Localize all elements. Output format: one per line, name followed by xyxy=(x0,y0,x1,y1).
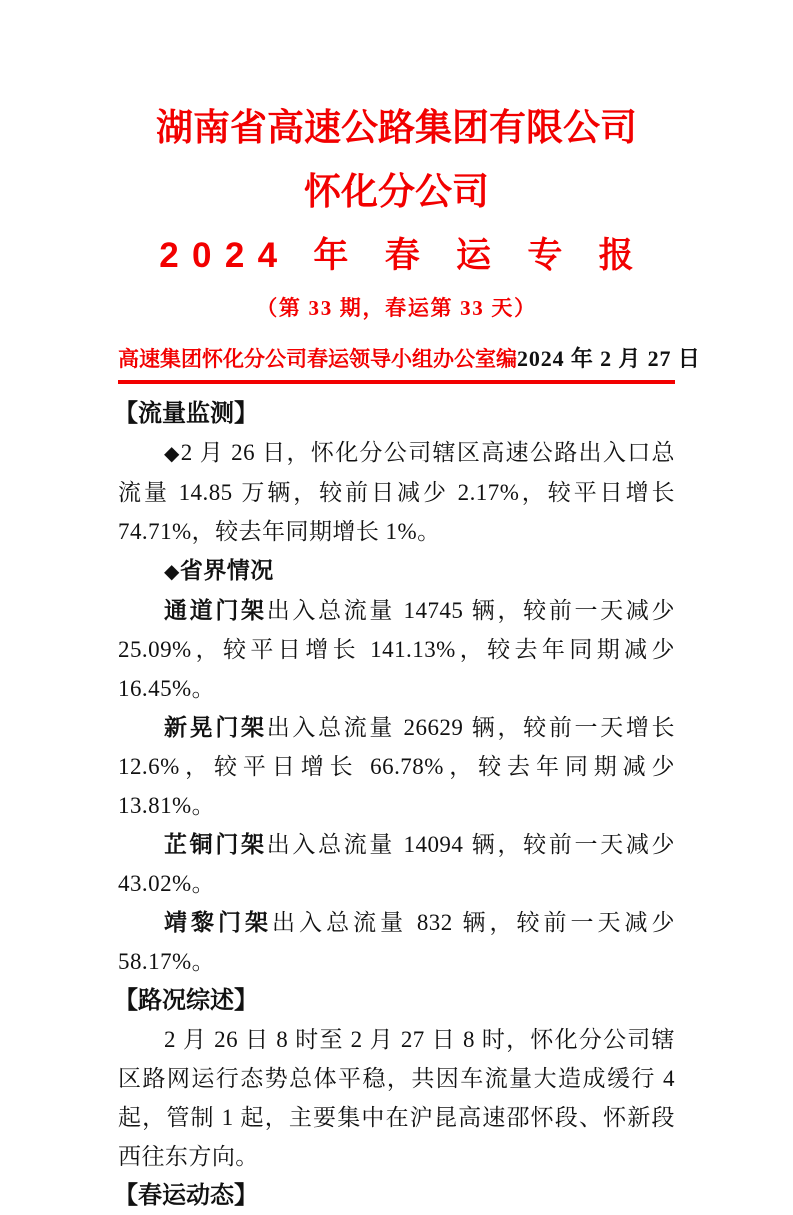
doc-subtitle: （第 33 期，春运第 33 天） xyxy=(256,296,537,320)
issuer-text: 高速集团怀化分公司春运领导小组办公室编 xyxy=(118,348,517,371)
section-heading-traffic-monitor: 【流量监测】 xyxy=(114,400,258,427)
doc-title-line-1: 湖南省高速公路集团有限公司 xyxy=(156,107,637,148)
doc-title-line-2: 怀化分公司 xyxy=(304,171,489,212)
diamond-bullet-icon: ◆ xyxy=(164,441,181,465)
gantry-stats: 出入总流量 26629 辆，较前一天增长 12.6%，较平日增长 66.78%，较去年同期减少 13.81%。 xyxy=(118,715,675,818)
masthead xyxy=(118,96,675,328)
document-body xyxy=(114,394,676,1215)
paragraph-road-summary: 2 月 26 日 8 时至 2 月 27 日 8 时，怀化分公司辖区路网运行态势总体平稳，共因车流量大造成缓行 4 起，管制 1 起，主要集中在沪昆高速邵怀段、怀新段西往东方向。 xyxy=(118,1027,675,1169)
paragraph-border-status xyxy=(118,551,675,591)
paragraph-total-flow xyxy=(118,433,675,551)
gantry-stats: 出入总流量 14745 辆，较前一天减少 25.09%，较平日增长 141.13%，较去年同期减少 16.45%。 xyxy=(118,598,675,701)
paragraph-gantry-jingli xyxy=(118,903,675,981)
doc-title-line-3: 2024 年 春 运 专 报 xyxy=(159,236,647,275)
gantry-name: 通道门架 xyxy=(164,597,267,623)
editor-row xyxy=(118,342,701,384)
paragraph-gantry-zhitong xyxy=(118,825,675,903)
paragraph-gantry-xinhuang xyxy=(118,708,675,825)
gantry-name: 芷铜门架 xyxy=(164,831,267,857)
diamond-bullet-icon: ◆ xyxy=(164,559,180,583)
issue-date: 2024 年 2 月 27 日 xyxy=(517,346,701,371)
gantry-name: 靖黎门架 xyxy=(164,909,273,935)
section-heading-road-summary: 【路况综述】 xyxy=(114,987,258,1014)
paragraph-border-status-text: 省界情况 xyxy=(179,557,274,583)
paragraph-gantry-tongdao xyxy=(118,591,675,708)
section-heading-spring-news: 【春运动态】 xyxy=(114,1182,258,1209)
paragraph-total-flow-text: 2 月 26 日，怀化分公司辖区高速公路出入口总流量 14.85 万辆，较前日减少 2.17%，较平日增长 74.71%，较去年同期增长 1%。 xyxy=(118,440,675,544)
gantry-stats: 出入总流量 832 辆，较前一天减少 58.17%。 xyxy=(118,910,676,974)
gantry-stats: 出入总流量 14094 辆，较前一天减少 43.02%。 xyxy=(118,832,675,896)
gantry-name: 新晃门架 xyxy=(164,714,267,740)
